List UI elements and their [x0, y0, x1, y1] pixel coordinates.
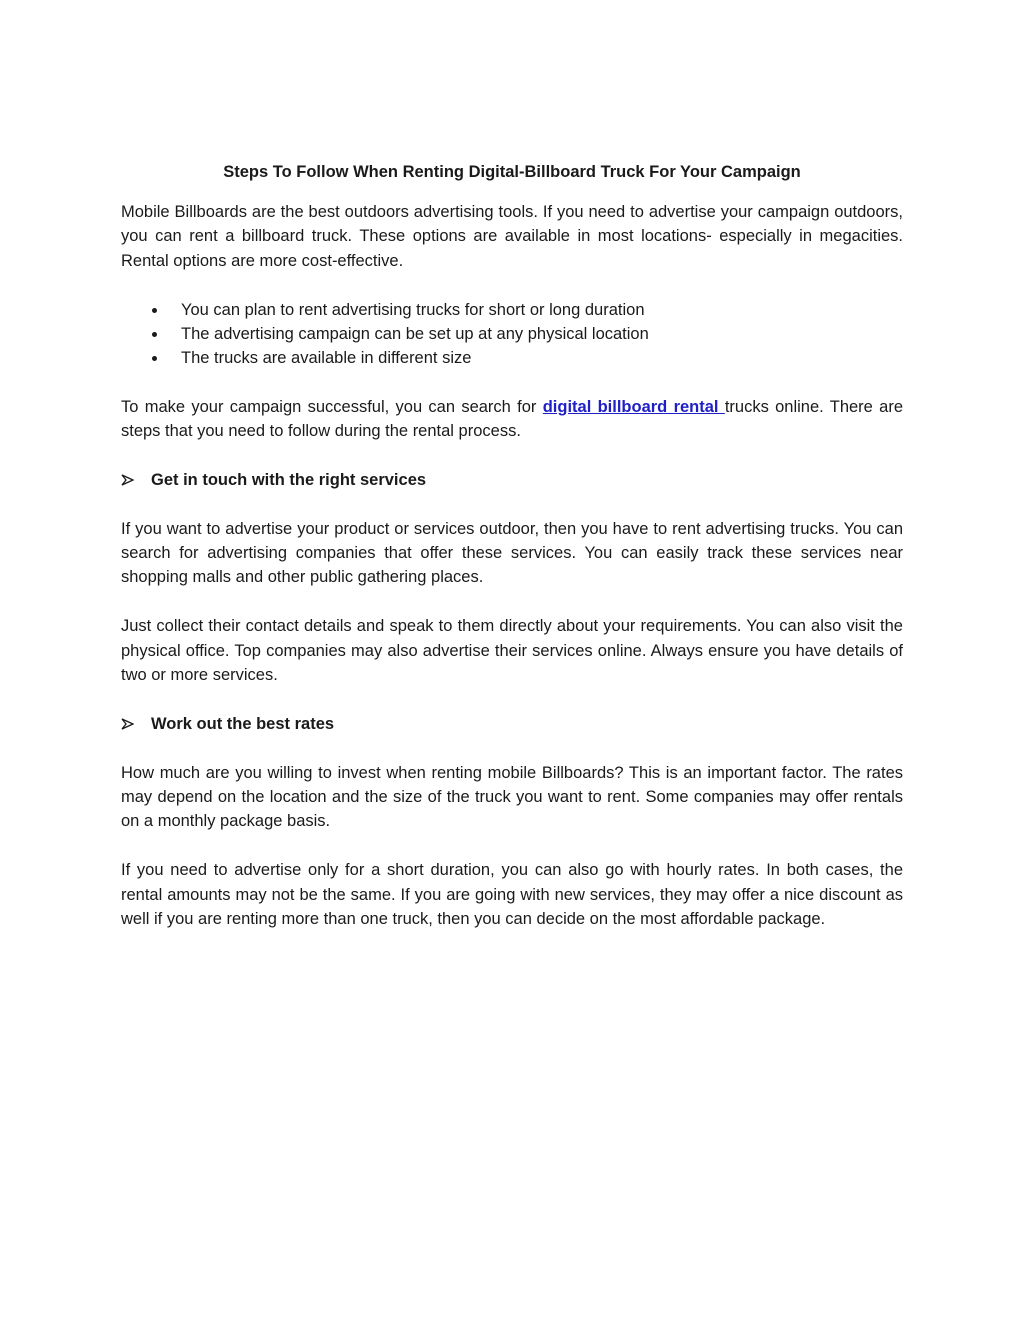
- bullet-text: The trucks are available in different size: [181, 349, 472, 368]
- digital-billboard-rental-link[interactable]: digital billboard rental: [542, 397, 725, 416]
- spacer: [121, 492, 903, 516]
- bullet-text: You can plan to rent advertising trucks for short or long duration: [181, 300, 645, 319]
- bullet-icon: [152, 356, 157, 361]
- bullet-item: [121, 322, 903, 346]
- spacer: [121, 443, 903, 467]
- spacer: [121, 834, 903, 858]
- section-paragraph: If you need to advertise only for a short duration, you can also go with hourly rates. In both cases, the rental amounts may not be the same. If you are going with new services, they may offer a nice discount as well if you are renting more than one truck, then you can decide on the most affordable package.: [121, 861, 903, 929]
- spacer: [121, 370, 903, 394]
- section-heading: [121, 712, 903, 736]
- bullet-icon: [152, 332, 157, 337]
- document-page: [121, 160, 903, 931]
- section-heading-text: Work out the best rates: [151, 714, 335, 733]
- section-paragraph: How much are you willing to invest when renting mobile Billboards? This is an important factor. The rates may depend on the location and the size of the truck you want to rent. Some companies may offer rentals on a monthly package basis.: [121, 763, 903, 831]
- arrow-bullet-icon: [121, 474, 134, 486]
- section-paragraph: Just collect their contact details and speak to them directly about your requirements. You can also visit the physical office. Top companies may also advertise their services online. Always ensure you have details of two or more services.: [121, 617, 903, 685]
- section-paragraph: If you want to advertise your product or services outdoor, then you have to rent advertising trucks. You can search for advertising companies that offer these services. You can easily track these services near shopping malls and other public gathering places.: [121, 519, 903, 587]
- bullet-text: The advertising campaign can be set up at any physical location: [181, 324, 649, 343]
- bullet-item: [121, 346, 903, 370]
- spacer: [121, 273, 903, 297]
- search-paragraph: [121, 395, 903, 444]
- spacer: [121, 590, 903, 614]
- search-text-after: trucks online. There are steps that you need to follow during the rental process.: [121, 397, 903, 441]
- spacer: [121, 687, 903, 711]
- section-heading: [121, 468, 903, 492]
- spacer: [121, 736, 903, 760]
- bullet-list: [121, 298, 903, 371]
- document-title: Steps To Follow When Renting Digital-Billboard Truck For Your Campaign: [223, 163, 801, 181]
- bullet-icon: [152, 308, 157, 313]
- intro-paragraph: Mobile Billboards are the best outdoors advertising tools. If you need to advertise your campaign outdoors, you can rent a billboard truck. These options are available in most locations- especially in megacities. Rental options are more cost-effective.: [121, 203, 903, 270]
- section-heading-text: Get in touch with the right services: [151, 470, 427, 489]
- spacer: [121, 184, 903, 200]
- arrow-bullet-icon: [121, 718, 134, 730]
- search-text-before: To make your campaign successful, you can search for: [121, 397, 543, 416]
- bullet-item: [121, 298, 903, 322]
